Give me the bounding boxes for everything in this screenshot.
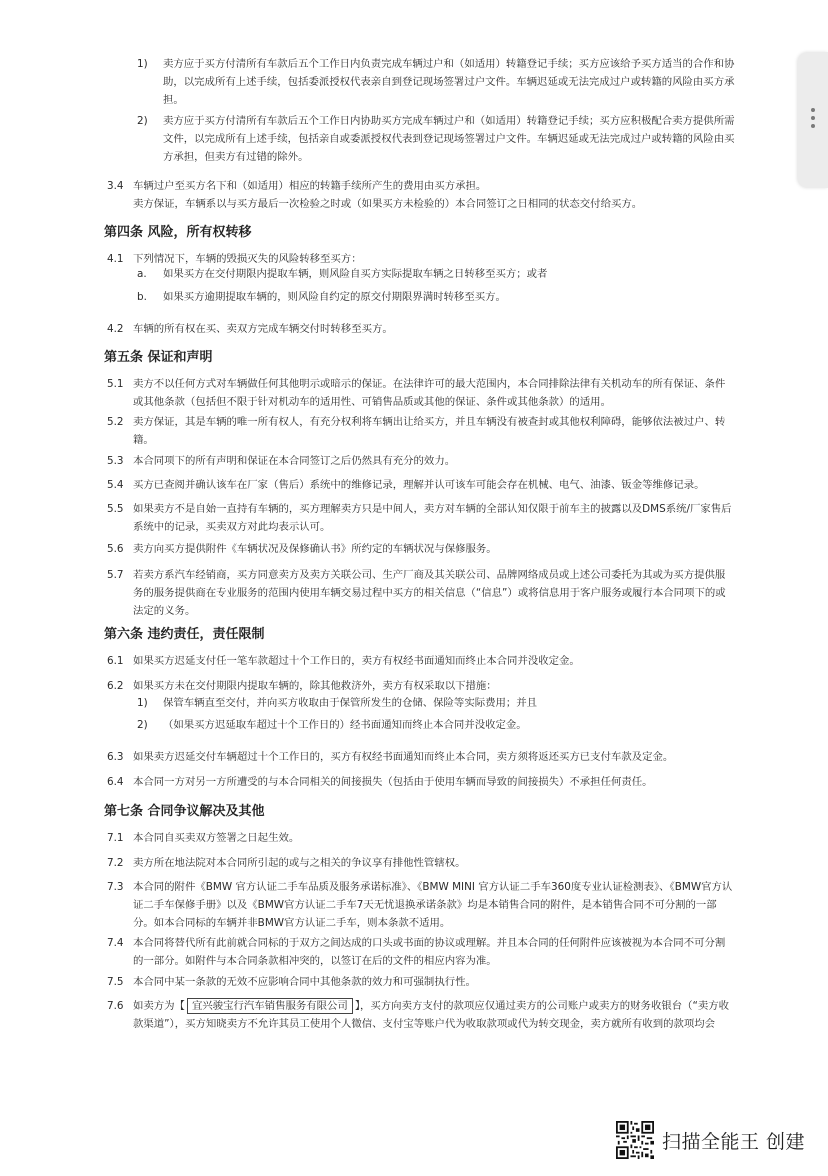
clause-5-6	[107, 540, 735, 558]
clause-text: 如果卖方不是自始一直持有车辆的，买方理解卖方只是中间人，卖方对车辆的全部认知仅限于前车主的披露以及DMS系统/厂家售后系统中的记录，买卖双方对此均表示认可。	[133, 503, 732, 533]
clause-number: 4.2	[107, 323, 124, 335]
clause-text: 如果买方迟延支付任一笔车款超过十个工作日的，卖方有权经书面通知而终止本合同并没收定金。	[133, 655, 580, 667]
clause-text: 车辆过户至买方名下和（如适用）相应的转籍手续所产生的费用由买方承担。	[133, 180, 487, 192]
clause-text: 本合同将替代所有此前就合同标的于双方之间达成的口头或书面的协议或理解。并且本合同的任何附件应该被视为本合同不可分割的一部分。如附件与本合同条款相冲突的，以签订在后的文件的相应内容为准。	[133, 937, 726, 967]
clause-5-2	[107, 413, 735, 449]
clause-text: 卖方所在地法院对本合同所引起的或与之相关的争议享有排他性管辖权。	[133, 857, 466, 869]
clause-number: 2)	[137, 115, 148, 127]
clause-text: 本合同的附件《BMW 官方认证二手车品质及服务承诺标准》、《BMW MINI 官方认证二手车360度专业认证检测表》、《BMW官方认证二手车保修手册》以及《BMW官方认证二手车7天无忧退换承诺条款》均是本销售合同的附件，是本销售合同不可分割的一部分。如本合同标的车辆并非BMW官方认证二手车，则本条款不适用。	[133, 881, 733, 929]
clause-number: 5.2	[107, 416, 124, 428]
clause-number: 1)	[137, 58, 148, 70]
clause-text: 卖方应于买方付清所有车款后五个工作日内协助买方完成车辆过户和（如适用）转籍登记手续；买方应积极配合卖方提供所需文件，以完成所有上述手续，包括亲自或委派授权代表到登记现场签署过户文件。车辆迟延或无法完成过户或转籍的风险由买方承担，但卖方有过错的除外。	[163, 115, 735, 163]
clause-6-2	[107, 677, 735, 695]
clause-number: 6.2	[107, 680, 124, 692]
clause-text: 本合同一方对另一方所遭受的与本合同相关的间接损失（包括由于使用车辆而导致的间接损失）不承担任何责任。	[133, 776, 653, 788]
clause-text: 下列情况下，车辆的毁损灭失的风险转移至买方：	[133, 253, 362, 265]
clause-number: 5.3	[107, 455, 124, 467]
scanner-watermark	[616, 1120, 805, 1160]
clause-number: 5.4	[107, 479, 124, 491]
clause-text: 卖方保证，其是车辆的唯一所有权人，有充分权利将车辆出让给买方，并且车辆没有被查封或其他权利障碍，能够依法被过户、转籍。	[133, 416, 726, 446]
clause-number: 7.3	[107, 881, 124, 893]
clause-number: 7.4	[107, 937, 124, 949]
clause-7-6	[107, 997, 735, 1033]
clause-4-2	[107, 320, 727, 338]
clause-5-7	[107, 566, 735, 620]
article-7-heading: 第七条 合同争议解决及其他	[104, 804, 265, 819]
clause-4-1-b	[137, 288, 727, 306]
clause-text: 买方已查阅并确认该车在厂家（售后）系统中的维修记录，理解并认可该车可能会存在机械、电气、油漆、钣金等维修记录。	[133, 479, 705, 491]
clause-text: 本合同中某一条款的无效不应影响合同中其他条款的效力和可强制执行性。	[133, 976, 476, 988]
clause-6-3	[107, 748, 735, 766]
clause-number: 3.4	[107, 180, 124, 192]
sub-item-text: 如果买方逾期提取车辆的，则风险自约定的原交付期限界满时转移至买方。	[163, 291, 506, 303]
clause-4-1-a	[137, 265, 727, 283]
sub-item-text: 如果买方在交付期限内提取车辆，则风险自买方实际提取车辆之日转移至买方；或者	[163, 268, 548, 280]
clause-text: 如果卖方迟延交付车辆超过十个工作日的，买方有权经书面通知而终止本合同，卖方须将返还买方已支付车款及定金。	[133, 751, 674, 763]
sub-item-text: 保管车辆直至交付，并向买方收取由于保管所发生的仓储、保险等实际费用；并且	[163, 697, 538, 709]
clause-number: 4.1	[107, 253, 124, 265]
seller-company-name: 宜兴骏宝行汽车销售服务有限公司	[187, 998, 353, 1014]
clause-number: 5.5	[107, 503, 124, 515]
clause-para-2	[137, 112, 737, 166]
clause-6-1	[107, 652, 735, 670]
clause-number: 5.1	[107, 378, 124, 390]
article-4-heading: 第四条 风险，所有权转移	[104, 225, 252, 240]
clause-text: 若卖方系汽车经销商，买方同意卖方及卖方关联公司、生产厂商及其关联公司、品牌网络成员或上述公司委托为其或为买方提供服务的服务提供商在专业服务的范围内使用车辆交易过程中买方的相关信息（“信息”）或将信息用于客户服务或履行本合同项下的或法定的义务。	[133, 569, 726, 617]
floating-side-handle[interactable]	[798, 52, 828, 188]
sub-item-label: b.	[137, 291, 147, 303]
sub-item-label: 1)	[137, 697, 148, 709]
clause-text: 本合同项下的所有声明和保证在本合同签订之后仍然具有充分的效力。	[133, 455, 456, 467]
clause-7-6-suffix: 】，买方向卖方支付的款项应仅通过卖方的公司账户或卖方的财务收银台（“卖方收款渠道”），买方知晓卖方不允许其员工使用个人微信、支付宝等账户代为收取款项或代为转交现金，卖方就所有收到的款项均会	[133, 1000, 730, 1030]
watermark-text: 扫描全能王 创建	[662, 1130, 806, 1153]
clause-text: 卖方应于买方付清所有车款后五个工作日内负责完成车辆过户和（如适用）转籍登记手续；买方应该给予买方适当的合作和协助，以完成所有上述手续，包括委派授权代表亲自到登记现场签署过户文件。车辆迟延或无法完成过户或转籍的风险由买方承担。	[163, 58, 735, 106]
clause-7-1	[107, 829, 735, 847]
clause-number: 6.3	[107, 751, 124, 763]
clause-text: 本合同自买卖双方签署之日起生效。	[133, 832, 300, 844]
clause-number: 7.1	[107, 832, 124, 844]
clause-6-4	[107, 773, 735, 791]
clause-6-2-2	[137, 716, 735, 734]
clause-para-1	[137, 55, 737, 109]
clause-5-4	[107, 476, 735, 494]
clause-6-2-1	[137, 694, 735, 712]
sub-item-text: （如果买方迟延取车超过十个工作日的）经书面通知而终止本合同并没收定金。	[163, 719, 527, 731]
clause-text: 卖方向买方提供附件《车辆状况及保修确认书》所约定的车辆状况与保修服务。	[133, 543, 497, 555]
article-5-heading: 第五条 保证和声明	[104, 350, 213, 365]
clause-7-4	[107, 934, 735, 970]
clause-text: 车辆的所有权在买、卖双方完成车辆交付时转移至买方。	[133, 323, 393, 335]
clause-number: 6.4	[107, 776, 124, 788]
clause-number: 7.6	[107, 1000, 124, 1012]
article-6-heading: 第六条 违约责任，责任限制	[104, 627, 265, 642]
qr-code-icon	[616, 1121, 654, 1159]
clause-7-2	[107, 854, 735, 872]
clause-7-6-prefix: 如卖方为【	[133, 1000, 185, 1012]
clause-3-4	[107, 177, 727, 213]
sub-item-label: 2)	[137, 719, 148, 731]
sub-item-label: a.	[137, 268, 147, 280]
clause-text: 卖方不以任何方式对车辆做任何其他明示或暗示的保证。在法律许可的最大范围内，本合同排除法律有关机动车的所有保证、条件或其他条款（包括但不限于针对机动车的适用性、可销售品质或其他的保证、条件或其他条款）的适用。	[133, 378, 726, 408]
clause-text-line2: 卖方保证，车辆系以与买方最后一次检验之时或（如果买方未检验的）本合同签订之日相同的状态交付给买方。	[133, 198, 643, 210]
clause-number: 5.6	[107, 543, 124, 555]
clause-number: 7.2	[107, 857, 124, 869]
clause-7-5	[107, 973, 735, 991]
clause-7-3	[107, 878, 735, 932]
clause-number: 6.1	[107, 655, 124, 667]
clause-5-3	[107, 452, 735, 470]
clause-number: 5.7	[107, 569, 124, 581]
clause-text	[107, 997, 735, 1033]
clause-5-5	[107, 500, 735, 536]
more-vertical-icon	[810, 108, 816, 132]
clause-number: 7.5	[107, 976, 124, 988]
clause-5-1	[107, 375, 735, 411]
clause-text: 如果买方未在交付期限内提取车辆的，除其他救济外，卖方有权采取以下措施：	[133, 680, 497, 692]
